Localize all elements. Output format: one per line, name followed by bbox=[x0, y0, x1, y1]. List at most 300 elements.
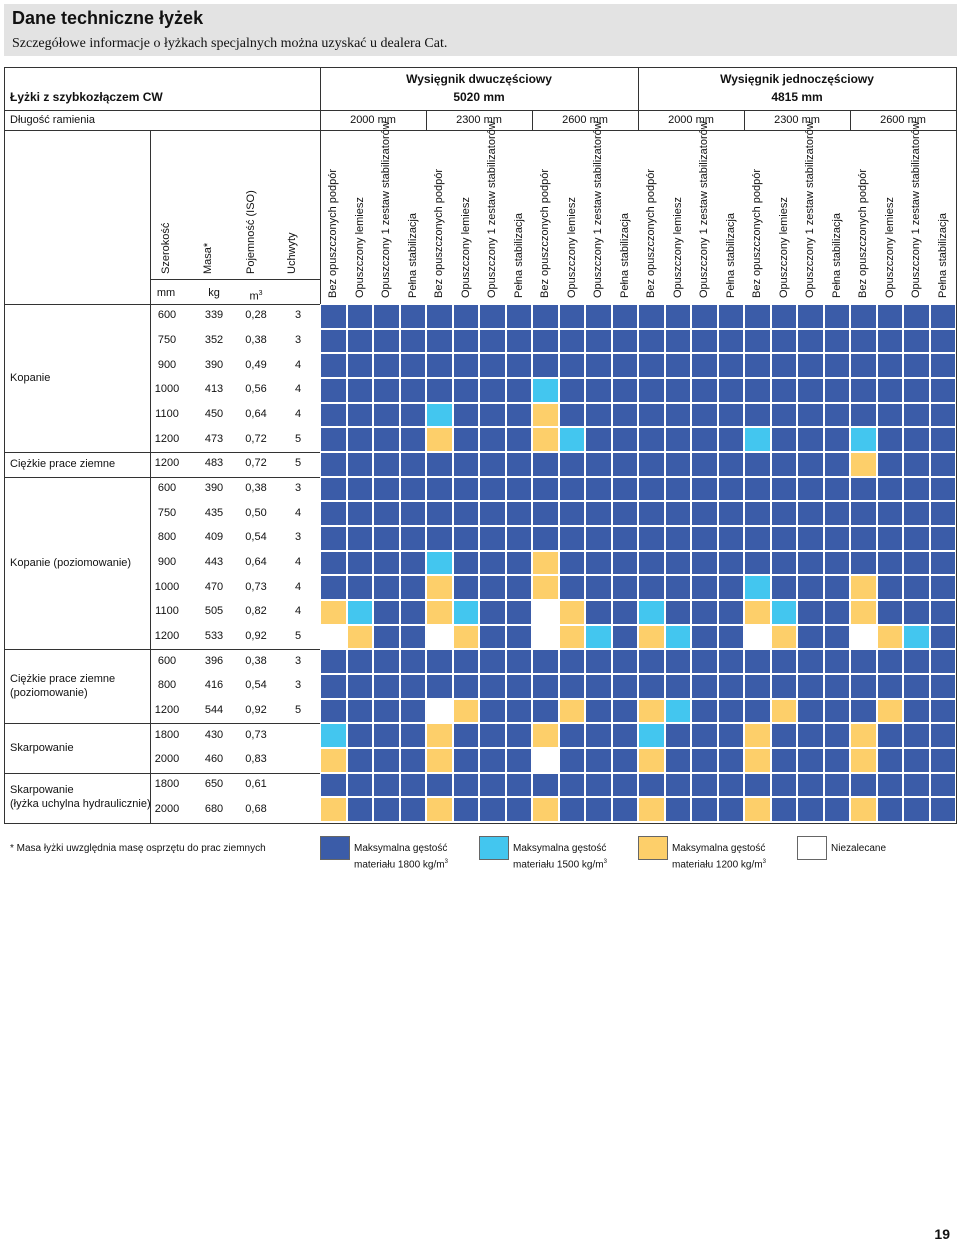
row-width: 1800 bbox=[154, 777, 180, 790]
matrix-cell bbox=[665, 551, 692, 576]
matrix-cell bbox=[532, 674, 559, 699]
matrix-cell bbox=[585, 329, 612, 354]
row-holders: 3 bbox=[294, 481, 302, 494]
matrix-cell bbox=[665, 773, 692, 798]
row-mass: 680 bbox=[204, 802, 224, 815]
matrix-cell bbox=[797, 773, 824, 798]
matrix-cell bbox=[638, 699, 665, 724]
matrix-cell bbox=[585, 699, 612, 724]
matrix-cell bbox=[665, 748, 692, 773]
matrix-cell bbox=[771, 526, 798, 551]
matrix-cell bbox=[347, 674, 374, 699]
matrix-cell bbox=[665, 477, 692, 502]
matrix-cell bbox=[930, 674, 957, 699]
matrix-cell bbox=[877, 773, 904, 798]
matrix-cell bbox=[400, 551, 427, 576]
arm-divider bbox=[426, 110, 427, 130]
matrix-cell bbox=[903, 600, 930, 625]
legend-label: Maksymalna gęstość bbox=[354, 843, 448, 854]
matrix-cell bbox=[347, 699, 374, 724]
matrix-cell bbox=[797, 452, 824, 477]
matrix-cell bbox=[532, 773, 559, 798]
matrix-cell bbox=[877, 551, 904, 576]
matrix-cell bbox=[320, 427, 347, 452]
matrix-cell bbox=[824, 551, 851, 576]
matrix-cell bbox=[453, 304, 480, 329]
legend-superscript: 3 bbox=[762, 859, 766, 865]
matrix-cell bbox=[453, 674, 480, 699]
matrix-cell bbox=[320, 674, 347, 699]
matrix-cell bbox=[612, 477, 639, 502]
unit-m3: $m^3$ bbox=[249, 290, 263, 303]
matrix-cell bbox=[903, 378, 930, 403]
matrix-cell bbox=[665, 699, 692, 724]
matrix-cell bbox=[585, 649, 612, 674]
matrix-cell bbox=[506, 378, 533, 403]
matrix-cell bbox=[373, 378, 400, 403]
matrix-cell bbox=[506, 501, 533, 526]
group-label bbox=[10, 457, 115, 471]
matrix-cell bbox=[718, 575, 745, 600]
row-width: 1100 bbox=[155, 407, 179, 420]
matrix-cell bbox=[559, 501, 586, 526]
matrix-cell bbox=[585, 575, 612, 600]
matrix-cell bbox=[771, 403, 798, 428]
matrix-cell bbox=[903, 304, 930, 329]
matrix-cell bbox=[612, 353, 639, 378]
matrix-cell bbox=[718, 477, 745, 502]
matrix-cell bbox=[771, 773, 798, 798]
config-header: Opuszczony 1 zestaw stabilizatorów bbox=[380, 121, 393, 298]
row-mass: 416 bbox=[204, 679, 224, 692]
matrix-cell bbox=[744, 699, 771, 724]
matrix-cell bbox=[797, 723, 824, 748]
matrix-cell bbox=[532, 353, 559, 378]
row-mass: 413 bbox=[204, 383, 224, 396]
matrix-cell bbox=[797, 378, 824, 403]
matrix-cell bbox=[347, 501, 374, 526]
boom-divider bbox=[320, 67, 321, 130]
matrix-cell bbox=[771, 551, 798, 576]
row-capacity: 0,68 bbox=[245, 802, 267, 815]
row-holders: 3 bbox=[294, 309, 302, 322]
row-width: 1200 bbox=[154, 432, 180, 445]
config-header: Opuszczony lemiesz bbox=[671, 197, 684, 298]
matrix-cell bbox=[718, 378, 745, 403]
matrix-cell bbox=[638, 773, 665, 798]
row-width: 900 bbox=[157, 555, 177, 568]
row-capacity: 0,56 bbox=[245, 383, 267, 396]
matrix-cell bbox=[877, 403, 904, 428]
legend-swatch bbox=[320, 836, 350, 860]
matrix-cell bbox=[479, 526, 506, 551]
arm-length: 2600 mm bbox=[562, 114, 608, 126]
config-header: Opuszczony lemiesz bbox=[353, 197, 366, 298]
row-holders: 5 bbox=[294, 703, 302, 716]
matrix-cell bbox=[930, 304, 957, 329]
matrix-cell bbox=[771, 797, 798, 822]
matrix-cell bbox=[479, 403, 506, 428]
spec-column-header: Masa* bbox=[202, 242, 214, 274]
matrix-cell bbox=[426, 526, 453, 551]
matrix-cell bbox=[426, 600, 453, 625]
row-mass: 430 bbox=[204, 728, 224, 741]
row-mass: 390 bbox=[204, 358, 224, 371]
matrix-cell bbox=[824, 378, 851, 403]
matrix-cell bbox=[559, 526, 586, 551]
row-width: 1100 bbox=[155, 605, 179, 618]
matrix-cell bbox=[373, 427, 400, 452]
matrix-cell bbox=[320, 649, 347, 674]
config-header: Opuszczony 1 zestaw stabilizatorów bbox=[804, 121, 817, 298]
row-mass: 435 bbox=[204, 506, 224, 519]
matrix-cell bbox=[797, 748, 824, 773]
config-header: Pełna stabilizacja bbox=[406, 213, 419, 298]
row-capacity: 0,54 bbox=[245, 679, 267, 692]
matrix-cell bbox=[347, 748, 374, 773]
matrix-cell bbox=[400, 403, 427, 428]
matrix-cell bbox=[665, 723, 692, 748]
matrix-cell bbox=[638, 551, 665, 576]
matrix-cell bbox=[824, 477, 851, 502]
matrix-cell bbox=[453, 353, 480, 378]
cw-label: Łyżki z szybkozłączem CW bbox=[10, 90, 163, 104]
matrix-cell bbox=[824, 304, 851, 329]
matrix-cell bbox=[373, 723, 400, 748]
config-header: Pełna stabilizacja bbox=[618, 213, 631, 298]
arm-length: 2300 mm bbox=[774, 114, 820, 126]
matrix-cell bbox=[400, 378, 427, 403]
matrix-cell bbox=[691, 575, 718, 600]
matrix-cell bbox=[771, 649, 798, 674]
matrix-cell bbox=[453, 477, 480, 502]
matrix-cell bbox=[930, 575, 957, 600]
legend-label: materiału 1200 $kg/m^3$ bbox=[672, 859, 766, 871]
matrix-cell bbox=[638, 723, 665, 748]
matrix-cell bbox=[532, 452, 559, 477]
config-header: Bez opuszczonych podpór bbox=[539, 168, 552, 298]
matrix-cell bbox=[400, 304, 427, 329]
row-mass: 544 bbox=[204, 703, 224, 716]
matrix-cell bbox=[718, 600, 745, 625]
matrix-cell bbox=[426, 748, 453, 773]
matrix-cell bbox=[850, 575, 877, 600]
matrix-cell bbox=[373, 797, 400, 822]
matrix-cell bbox=[453, 773, 480, 798]
matrix-cell bbox=[638, 575, 665, 600]
matrix-cell bbox=[532, 501, 559, 526]
matrix-cell bbox=[744, 773, 771, 798]
matrix-cell bbox=[797, 353, 824, 378]
matrix-cell bbox=[612, 797, 639, 822]
matrix-cell bbox=[824, 748, 851, 773]
matrix-cell bbox=[612, 427, 639, 452]
row-holders: 3 bbox=[294, 654, 302, 667]
group-divider bbox=[4, 477, 320, 478]
matrix-cell bbox=[850, 452, 877, 477]
matrix-cell bbox=[479, 501, 506, 526]
row-holders: 4 bbox=[294, 506, 302, 519]
matrix-cell bbox=[691, 699, 718, 724]
row-mass: 339 bbox=[204, 309, 224, 322]
matrix-cell bbox=[930, 551, 957, 576]
matrix-cell bbox=[479, 723, 506, 748]
matrix-cell bbox=[506, 797, 533, 822]
row-holders: 4 bbox=[294, 605, 302, 618]
matrix-cell bbox=[797, 797, 824, 822]
matrix-cell bbox=[347, 649, 374, 674]
matrix-cell bbox=[559, 378, 586, 403]
matrix-cell bbox=[850, 649, 877, 674]
matrix-cell bbox=[400, 526, 427, 551]
matrix-cell bbox=[453, 625, 480, 650]
matrix-cell bbox=[824, 773, 851, 798]
matrix-cell bbox=[453, 575, 480, 600]
boom-length: 5020 mm bbox=[453, 90, 505, 104]
matrix-cell bbox=[320, 304, 347, 329]
unit-divider bbox=[150, 279, 320, 280]
config-header: Bez opuszczonych podpór bbox=[751, 168, 764, 298]
row-capacity: 0,82 bbox=[245, 605, 267, 618]
matrix-cell bbox=[771, 452, 798, 477]
matrix-cell bbox=[877, 501, 904, 526]
matrix-cell bbox=[665, 329, 692, 354]
matrix-cell bbox=[479, 649, 506, 674]
config-header: Opuszczony lemiesz bbox=[459, 197, 472, 298]
matrix-cell bbox=[824, 575, 851, 600]
row-holders: 5 bbox=[294, 432, 302, 445]
matrix-cell bbox=[320, 797, 347, 822]
matrix-cell bbox=[850, 748, 877, 773]
matrix-cell bbox=[903, 551, 930, 576]
row-width: 750 bbox=[157, 506, 177, 519]
matrix-cell bbox=[400, 501, 427, 526]
config-header: Opuszczony 1 zestaw stabilizatorów bbox=[592, 121, 605, 298]
row-mass: 470 bbox=[204, 580, 224, 593]
matrix-cell bbox=[506, 625, 533, 650]
matrix-cell bbox=[930, 329, 957, 354]
matrix-cell bbox=[532, 797, 559, 822]
matrix-cell bbox=[585, 378, 612, 403]
group-label-line: (poziomowanie) bbox=[10, 687, 88, 700]
boom-length: 4815 mm bbox=[771, 90, 823, 104]
matrix-cell bbox=[400, 575, 427, 600]
matrix-cell bbox=[426, 699, 453, 724]
group-label-line: Skarpowanie bbox=[10, 741, 74, 754]
matrix-cell bbox=[559, 797, 586, 822]
matrix-cell bbox=[824, 797, 851, 822]
matrix-cell bbox=[903, 649, 930, 674]
matrix-cell bbox=[373, 501, 400, 526]
matrix-cell bbox=[638, 748, 665, 773]
matrix-cell bbox=[559, 773, 586, 798]
matrix-cell bbox=[320, 329, 347, 354]
matrix-cell bbox=[426, 427, 453, 452]
matrix-cell bbox=[612, 674, 639, 699]
matrix-cell bbox=[612, 575, 639, 600]
matrix-cell bbox=[877, 699, 904, 724]
group-label bbox=[10, 741, 74, 755]
matrix-cell bbox=[744, 501, 771, 526]
matrix-cell bbox=[771, 723, 798, 748]
legend-superscript: 3 bbox=[444, 859, 448, 865]
arm-divider bbox=[638, 110, 639, 130]
row-capacity: 0,72 bbox=[245, 457, 267, 470]
matrix-cell bbox=[559, 403, 586, 428]
matrix-cell bbox=[612, 723, 639, 748]
matrix-cell bbox=[506, 304, 533, 329]
matrix-cell bbox=[638, 625, 665, 650]
row-holders: 5 bbox=[294, 457, 302, 470]
group-divider bbox=[4, 723, 320, 724]
matrix-cell bbox=[691, 526, 718, 551]
matrix-cell bbox=[506, 526, 533, 551]
matrix-cell bbox=[506, 452, 533, 477]
matrix-cell bbox=[373, 353, 400, 378]
matrix-cell bbox=[373, 329, 400, 354]
matrix-cell bbox=[400, 600, 427, 625]
matrix-cell bbox=[903, 773, 930, 798]
matrix-cell bbox=[347, 551, 374, 576]
matrix-cell bbox=[691, 625, 718, 650]
matrix-cell bbox=[903, 353, 930, 378]
matrix-cell bbox=[665, 427, 692, 452]
legend-label: Maksymalna gęstość bbox=[513, 843, 607, 854]
row-capacity: 0,38 bbox=[245, 333, 267, 346]
matrix-cell bbox=[638, 403, 665, 428]
row-mass: 473 bbox=[204, 432, 224, 445]
matrix-cell bbox=[612, 649, 639, 674]
legend-superscript: 3 bbox=[603, 859, 607, 865]
matrix-cell bbox=[347, 773, 374, 798]
matrix-divider bbox=[320, 130, 321, 304]
matrix-cell bbox=[797, 501, 824, 526]
matrix-cell bbox=[612, 378, 639, 403]
matrix-cell bbox=[771, 575, 798, 600]
matrix-cell bbox=[744, 403, 771, 428]
matrix-cell bbox=[559, 625, 586, 650]
row-mass: 505 bbox=[204, 605, 224, 618]
matrix-cell bbox=[638, 304, 665, 329]
matrix-cell bbox=[506, 353, 533, 378]
matrix-cell bbox=[850, 773, 877, 798]
matrix-cell bbox=[426, 353, 453, 378]
matrix-cell bbox=[506, 773, 533, 798]
row-width: 1000 bbox=[154, 383, 180, 396]
matrix-cell bbox=[373, 625, 400, 650]
matrix-cell bbox=[824, 699, 851, 724]
matrix-cell bbox=[612, 526, 639, 551]
matrix-cell bbox=[373, 575, 400, 600]
matrix-cell bbox=[532, 329, 559, 354]
matrix-cell bbox=[426, 625, 453, 650]
config-header: Opuszczony lemiesz bbox=[777, 197, 790, 298]
matrix-cell bbox=[347, 329, 374, 354]
config-header: Pełna stabilizacja bbox=[512, 213, 525, 298]
group-label bbox=[10, 371, 50, 385]
matrix-cell bbox=[771, 477, 798, 502]
matrix-cell bbox=[665, 378, 692, 403]
matrix-cell bbox=[771, 304, 798, 329]
matrix-cell bbox=[877, 748, 904, 773]
matrix-cell bbox=[797, 427, 824, 452]
config-header: Bez opuszczonych podpór bbox=[857, 168, 870, 298]
matrix-cell bbox=[426, 551, 453, 576]
matrix-cell bbox=[797, 329, 824, 354]
matrix-cell bbox=[930, 427, 957, 452]
row-capacity: 0,38 bbox=[245, 654, 267, 667]
matrix-cell bbox=[426, 501, 453, 526]
matrix-cell bbox=[559, 674, 586, 699]
matrix-cell bbox=[479, 452, 506, 477]
matrix-cell bbox=[453, 699, 480, 724]
matrix-cell bbox=[453, 649, 480, 674]
matrix-cell bbox=[744, 748, 771, 773]
matrix-cell bbox=[373, 452, 400, 477]
matrix-cell bbox=[665, 625, 692, 650]
matrix-cell bbox=[638, 674, 665, 699]
config-header: Opuszczony 1 zestaw stabilizatorów bbox=[486, 121, 499, 298]
matrix-cell bbox=[453, 501, 480, 526]
matrix-cell bbox=[585, 723, 612, 748]
matrix-cell bbox=[400, 625, 427, 650]
matrix-cell bbox=[771, 600, 798, 625]
group-divider bbox=[4, 773, 320, 774]
matrix-cell bbox=[903, 723, 930, 748]
matrix-cell bbox=[744, 600, 771, 625]
matrix-cell bbox=[453, 723, 480, 748]
matrix-cell bbox=[373, 674, 400, 699]
unit-mm: mm bbox=[156, 287, 176, 299]
matrix-cell bbox=[718, 723, 745, 748]
matrix-cell bbox=[532, 427, 559, 452]
matrix-cell bbox=[691, 797, 718, 822]
matrix-cell bbox=[638, 797, 665, 822]
matrix-cell bbox=[903, 403, 930, 428]
matrix-cell bbox=[930, 378, 957, 403]
matrix-cell bbox=[903, 501, 930, 526]
matrix-cell bbox=[585, 625, 612, 650]
row-width: 900 bbox=[157, 358, 177, 371]
row-capacity: 0,61 bbox=[245, 777, 267, 790]
matrix-cell bbox=[771, 427, 798, 452]
row-mass: 450 bbox=[204, 407, 224, 420]
matrix-cell bbox=[744, 452, 771, 477]
matrix-cell bbox=[718, 797, 745, 822]
matrix-cell bbox=[771, 378, 798, 403]
matrix-cell bbox=[665, 304, 692, 329]
matrix-cell bbox=[850, 526, 877, 551]
legend-swatch bbox=[479, 836, 509, 860]
matrix-cell bbox=[850, 477, 877, 502]
matrix-cell bbox=[320, 773, 347, 798]
matrix-cell bbox=[400, 649, 427, 674]
matrix-cell bbox=[797, 699, 824, 724]
config-header: Pełna stabilizacja bbox=[936, 213, 949, 298]
config-header: Pełna stabilizacja bbox=[724, 213, 737, 298]
matrix-cell bbox=[559, 353, 586, 378]
matrix-cell bbox=[718, 452, 745, 477]
matrix-cell bbox=[665, 403, 692, 428]
config-header: Opuszczony lemiesz bbox=[565, 197, 578, 298]
matrix-cell bbox=[532, 723, 559, 748]
matrix-cell bbox=[479, 304, 506, 329]
row-mass: 409 bbox=[204, 531, 224, 544]
matrix-cell bbox=[903, 625, 930, 650]
matrix-cell bbox=[930, 797, 957, 822]
page-subtitle: Szczegółowe informacje o łyżkach specjalnych można uzyskać u dealera Cat. bbox=[12, 36, 448, 51]
matrix-cell bbox=[850, 501, 877, 526]
